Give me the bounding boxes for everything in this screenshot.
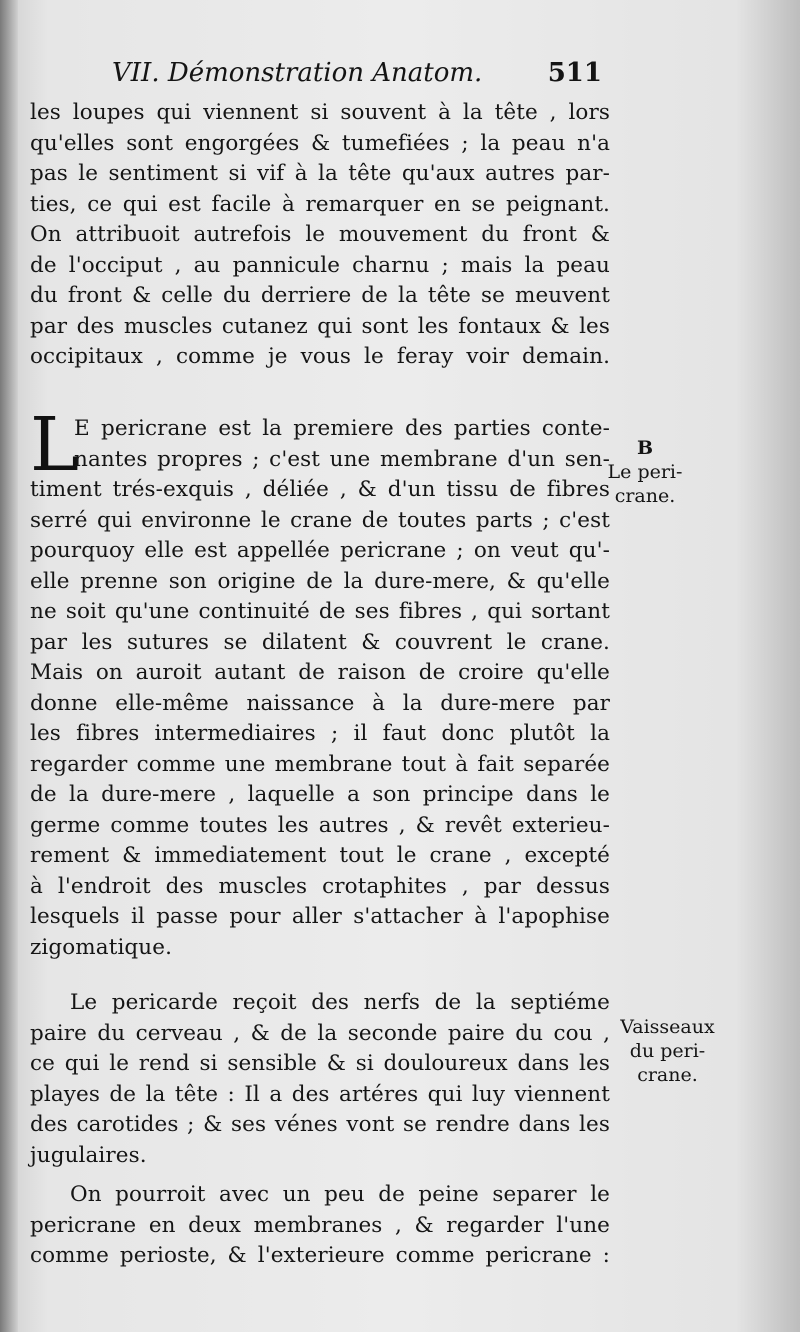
text-line: rement & immediatement tout le crane , excepté — [30, 843, 610, 868]
page-number: 511 — [547, 58, 602, 88]
margin-note-line: crane. — [614, 485, 676, 507]
text-line: zigomatique. — [30, 934, 172, 960]
page-gutter-shadow — [0, 0, 18, 1332]
text-line: les loupes qui viennent si souvent à la tête , lors — [30, 100, 610, 125]
margin-note-line: Vaisseaux — [620, 1016, 715, 1038]
text-line: donne elle-même naissance à la dure-mere par — [30, 690, 610, 716]
text-line: du front & celle du derriere de la tête se meuvent — [30, 283, 610, 308]
text-line: de l'occiput , au pannicule charnu ; mais la peau — [30, 252, 610, 278]
text-line: Mais on auroit autant de raison de croire qu'elle — [30, 660, 610, 685]
text-line: On pourroit avec un peu de peine separer le — [70, 1182, 610, 1207]
text-line: elle prenne son origine de la dure-mere, & qu'elle — [30, 568, 610, 594]
text-line: serré qui environne le crane de toutes parts ; c'est — [30, 507, 610, 533]
text-line: pourquoy elle est appellée pericrane ; on veut qu'- — [30, 538, 610, 563]
paragraph-1 — [30, 98, 610, 373]
text-line: timent trés-exquis , déliée , & d'un tissu de fibres — [30, 477, 610, 502]
text-line: playes de la tête : Il a des artéres qui luy viennent — [30, 1081, 610, 1107]
drop-cap: L — [30, 402, 80, 488]
paragraph-4 — [30, 1180, 610, 1272]
text-line: paire du cerveau , & de la seconde paire du cou , — [30, 1020, 610, 1046]
margin-note-line: du peri- — [629, 1040, 706, 1062]
paragraph-2 — [30, 402, 610, 963]
text-line: jugulaires. — [30, 1142, 147, 1168]
text-line: germe comme toutes les autres , & revêt exterieu- — [30, 812, 610, 838]
text-line: comme perioste, & l'exterieure comme pericrane : — [30, 1243, 610, 1268]
text-line: regarder comme une membrane tout à fait separée — [30, 751, 610, 777]
text-line: par des muscles cutanez qui sont les fontaux & les — [30, 313, 610, 339]
text-line: ce qui le rend si sensible & si douloureux dans les — [30, 1051, 610, 1076]
text-line: ne soit qu'une continuité de ses fibres , qui sortant — [30, 599, 610, 624]
margin-note-line: Le peri- — [607, 461, 683, 483]
margin-letter: B — [636, 437, 654, 459]
running-header — [112, 58, 602, 98]
text-line: par les sutures se dilatent & couvrent le crane. — [30, 629, 610, 655]
text-line: des carotides ; & ses vénes vont se rendre dans les — [30, 1112, 610, 1137]
text-line: On attribuoit autrefois le mouvement du front & — [30, 222, 610, 247]
text-line: les fibres intermediaires ; il faut donc plutôt la — [30, 721, 610, 746]
text-line: nantes propres ; c'est une membrane d'un sen- — [74, 446, 610, 472]
margin-note-pericrane — [600, 436, 690, 508]
text-line: pericrane en deux membranes , & regarder l'une — [30, 1212, 610, 1238]
text-line: pas le sentiment si vif à la tête qu'aux autres par- — [30, 161, 610, 186]
text-line: occipitaux , comme je vous le feray voir demain. — [30, 344, 610, 369]
text-line: qu'elles sont engorgées & tumefiées ; la peau n'a — [30, 130, 610, 156]
text-line: E pericrane est la premiere des parties conte- — [74, 416, 610, 441]
text-line: de la dure-mere , laquelle a son principe dans le — [30, 782, 610, 807]
text-line: Le pericarde reçoit des nerfs de la septiéme — [70, 990, 610, 1015]
margin-note-vaisseaux — [605, 1015, 730, 1087]
text-line: lesquels il passe pour aller s'attacher à l'apophise — [30, 904, 610, 929]
text-line: à l'endroit des muscles crotaphites , par dessus — [30, 873, 610, 899]
margin-note-line: crane. — [637, 1064, 698, 1086]
text-line: ties, ce qui est facile à remarquer en se peignant. — [30, 191, 610, 217]
running-title: VII. Démonstration Anatom. — [112, 58, 483, 88]
paragraph-3 — [30, 988, 610, 1171]
